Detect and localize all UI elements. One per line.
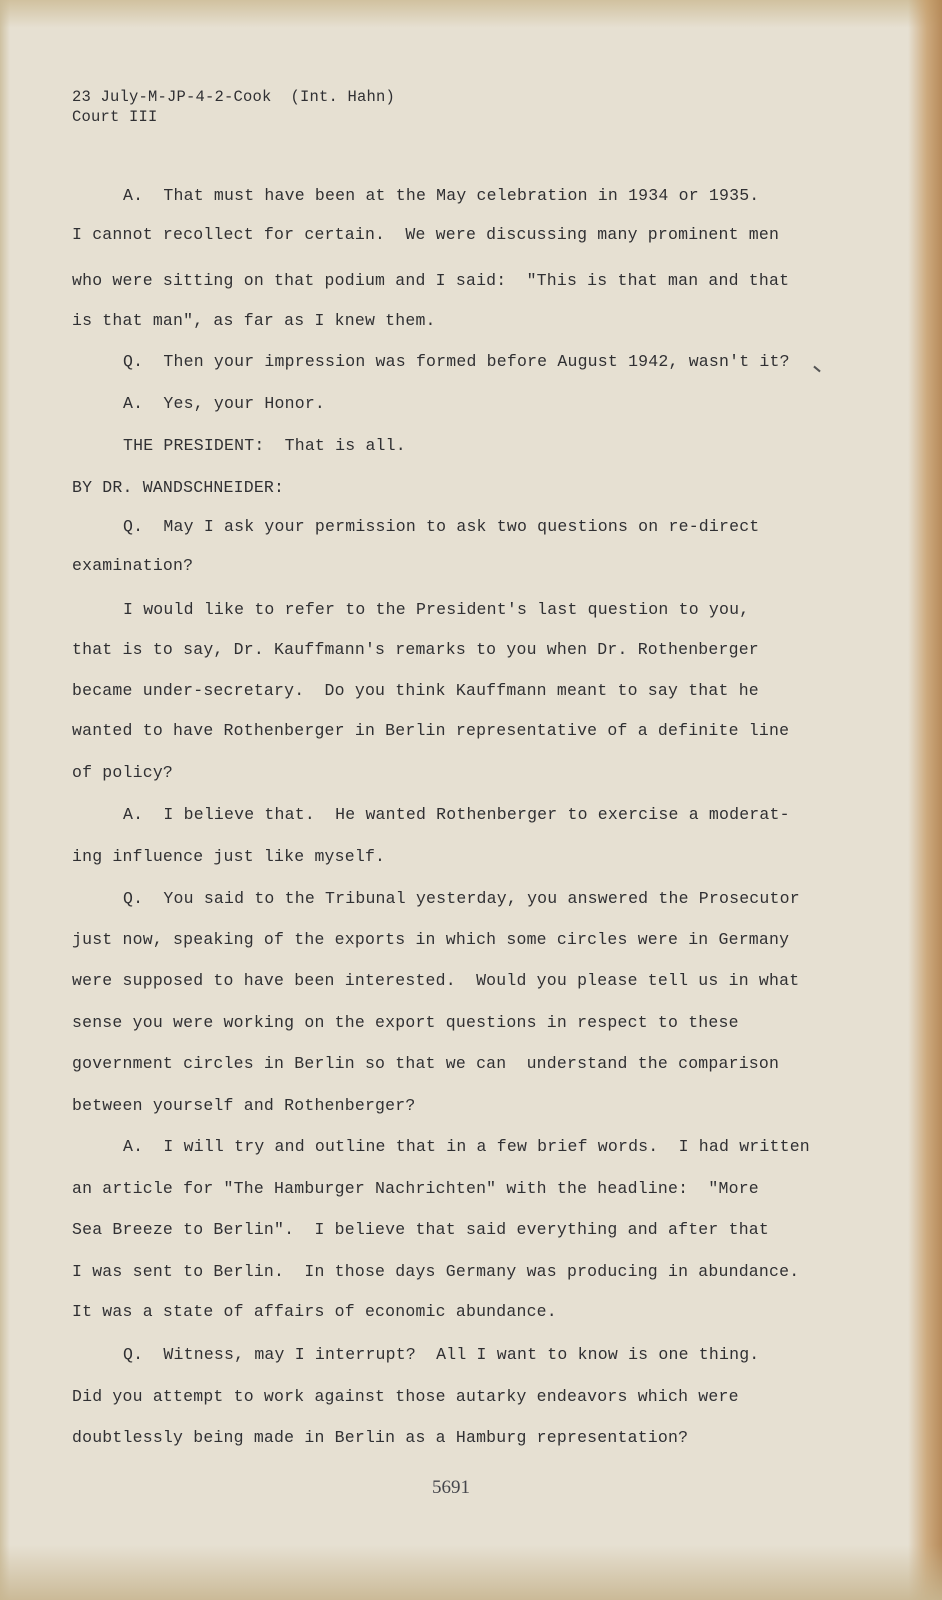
transcript-line: I would like to refer to the President's last question to you, [123, 600, 750, 619]
transcript-line: I cannot recollect for certain. We were discussing many prominent men [72, 225, 780, 244]
paper-edge-right [908, 0, 942, 1600]
transcript-line: wanted to have Rothenberger in Berlin representative of a definite line [72, 721, 790, 740]
transcript-line: Q. Then your impression was formed before August 1942, wasn't it? [123, 352, 790, 371]
paper-edge-bottom [0, 1545, 942, 1600]
transcript-line: were supposed to have been interested. Would you please tell us in what [72, 971, 800, 990]
transcript-line: of policy? [72, 763, 174, 782]
transcript-line: is that man", as far as I knew them. [72, 311, 436, 330]
transcript-line: Did you attempt to work against those autarky endeavors which were [72, 1387, 739, 1406]
transcript-line: who were sitting on that podium and I said: "This is that man and that [72, 271, 790, 290]
transcript-line: I was sent to Berlin. In those days Germany was producing in abundance. [72, 1262, 800, 1281]
paper-edge-left [0, 0, 10, 1600]
transcript-line: sense you were working on the export questions in respect to these [72, 1013, 739, 1032]
transcript-line: just now, speaking of the exports in which some circles were in Germany [72, 930, 790, 949]
transcript-line: It was a state of affairs of economic abundance. [72, 1302, 557, 1321]
header-line-2: Court III [72, 108, 158, 126]
transcript-line: between yourself and Rothenberger? [72, 1096, 416, 1115]
transcript-line: BY DR. WANDSCHNEIDER: [72, 478, 285, 497]
paper-edge-top [0, 0, 942, 28]
page-number: 5691 [432, 1477, 470, 1498]
transcript-line: Q. You said to the Tribunal yesterday, you answered the Prosecutor [123, 889, 800, 908]
transcript-line: A. That must have been at the May celebration in 1934 or 1935. [123, 186, 760, 205]
stray-pen-mark [813, 366, 820, 373]
transcript-line: A. I will try and outline that in a few brief words. I had written [123, 1137, 810, 1156]
transcript-line: THE PRESIDENT: That is all. [123, 436, 406, 455]
transcript-line: Q. May I ask your permission to ask two questions on re-direct [123, 517, 760, 536]
transcript-line: that is to say, Dr. Kauffmann's remarks to you when Dr. Rothenberger [72, 640, 759, 659]
transcript-line: became under-secretary. Do you think Kauffmann meant to say that he [72, 681, 759, 700]
transcript-line: Q. Witness, may I interrupt? All I want to know is one thing. [123, 1345, 760, 1364]
transcript-line: Sea Breeze to Berlin". I believe that said everything and after that [72, 1220, 770, 1239]
transcript-line: ing influence just like myself. [72, 847, 386, 866]
transcript-line: government circles in Berlin so that we can understand the comparison [72, 1054, 780, 1073]
transcript-line: examination? [72, 556, 194, 575]
header-line-1: 23 July-M-JP-4-2-Cook (Int. Hahn) [72, 88, 396, 106]
transcript-line: A. Yes, your Honor. [123, 394, 326, 413]
transcript-line: doubtlessly being made in Berlin as a Hamburg representation? [72, 1428, 689, 1447]
transcript-line: an article for "The Hamburger Nachrichten" with the headline: "More [72, 1179, 759, 1198]
transcript-line: A. I believe that. He wanted Rothenberger to exercise a moderat- [123, 805, 790, 824]
